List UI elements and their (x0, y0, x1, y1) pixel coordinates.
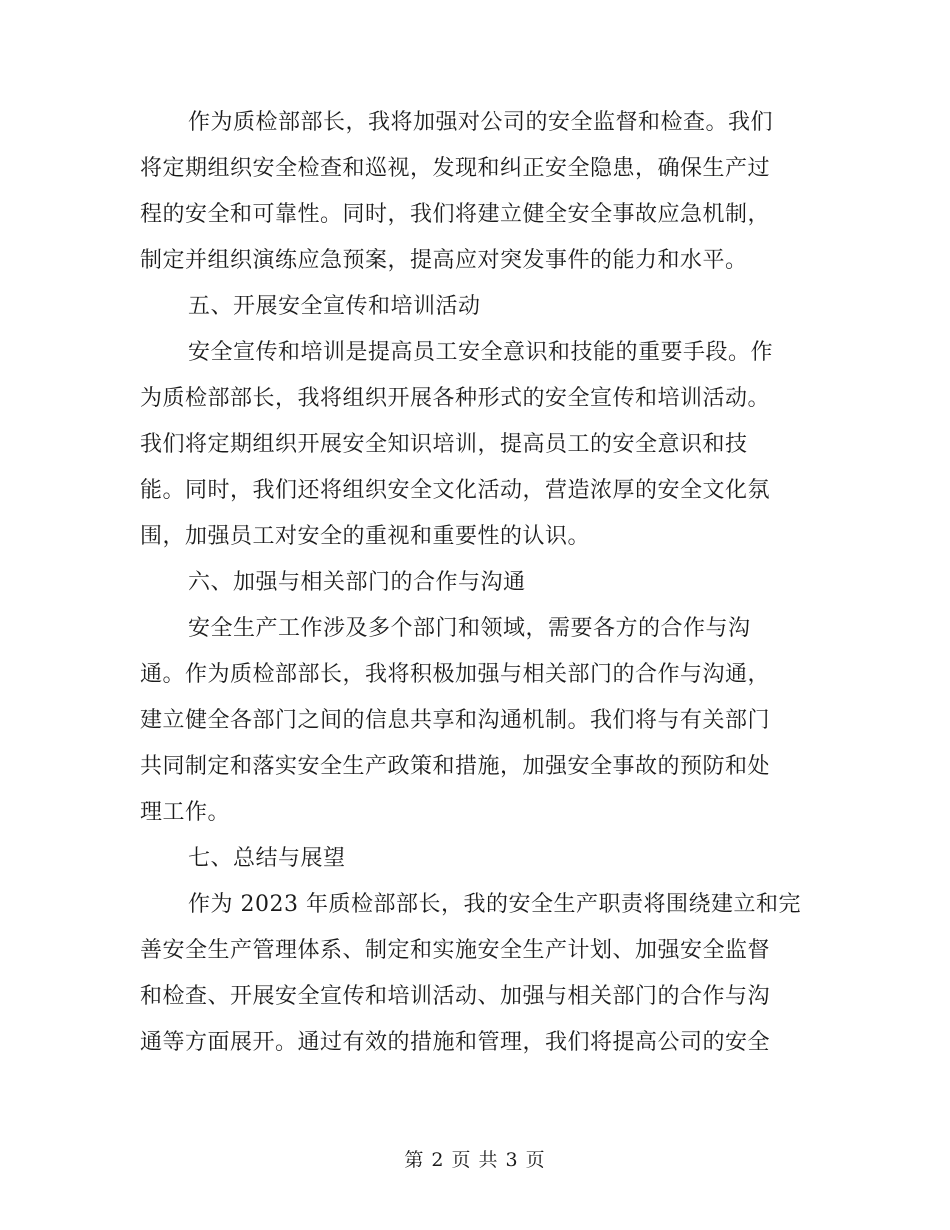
page-number-footer: 第 2 页 共 3 页 (404, 1149, 546, 1171)
paragraph-line: 为质检部部长，我将组织开展各种形式的安全宣传和培训活动。 (140, 386, 771, 411)
paragraph-line: 能。同时，我们还将组织安全文化活动，营造浓厚的安全文化氛 (140, 478, 771, 503)
paragraph-line: 安全宣传和培训是提高员工安全意识和技能的重要手段。作 (188, 340, 774, 365)
section-heading: 七、总结与展望 (188, 846, 346, 871)
paragraph-line: 理工作。 (140, 800, 231, 825)
paragraph-line: 围，加强员工对安全的重视和重要性的认识。 (140, 524, 591, 549)
paragraph-line: 安全生产工作涉及多个部门和领域，需要各方的合作与沟 (188, 616, 751, 641)
paragraph-line: 作为 2023 年质检部部长，我的安全生产职责将围绕建立和完 (188, 892, 801, 917)
paragraph-line: 制定并组织演练应急预案，提高应对突发事件的能力和水平。 (140, 248, 748, 273)
paragraph-line: 将定期组织安全检查和巡视，发现和纠正安全隐患，确保生产过 (140, 156, 771, 181)
section-heading: 五、开展安全宣传和培训活动 (188, 294, 481, 319)
paragraph-line: 程的安全和可靠性。同时，我们将建立健全安全事故应急机制， (140, 202, 771, 227)
paragraph-line: 通。作为质检部部长，我将积极加强与相关部门的合作与沟通， (140, 662, 771, 687)
paragraph-line: 善安全生产管理体系、制定和实施安全生产计划、加强安全监督 (140, 938, 771, 963)
paragraph-line: 我们将定期组织开展安全知识培训，提高员工的安全意识和技 (140, 432, 748, 457)
paragraph-line: 建立健全各部门之间的信息共享和沟通机制。我们将与有关部门 (140, 708, 771, 733)
section-heading: 六、加强与相关部门的合作与沟通 (188, 570, 526, 595)
paragraph-line: 和检查、开展安全宣传和培训活动、加强与相关部门的合作与沟 (140, 984, 771, 1009)
paragraph-line: 共同制定和落实安全生产政策和措施，加强安全事故的预防和处 (140, 754, 771, 779)
paragraph-line: 作为质检部部长，我将加强对公司的安全监督和检查。我们 (188, 110, 774, 135)
paragraph-line: 通等方面展开。通过有效的措施和管理，我们将提高公司的安全 (140, 1030, 771, 1055)
